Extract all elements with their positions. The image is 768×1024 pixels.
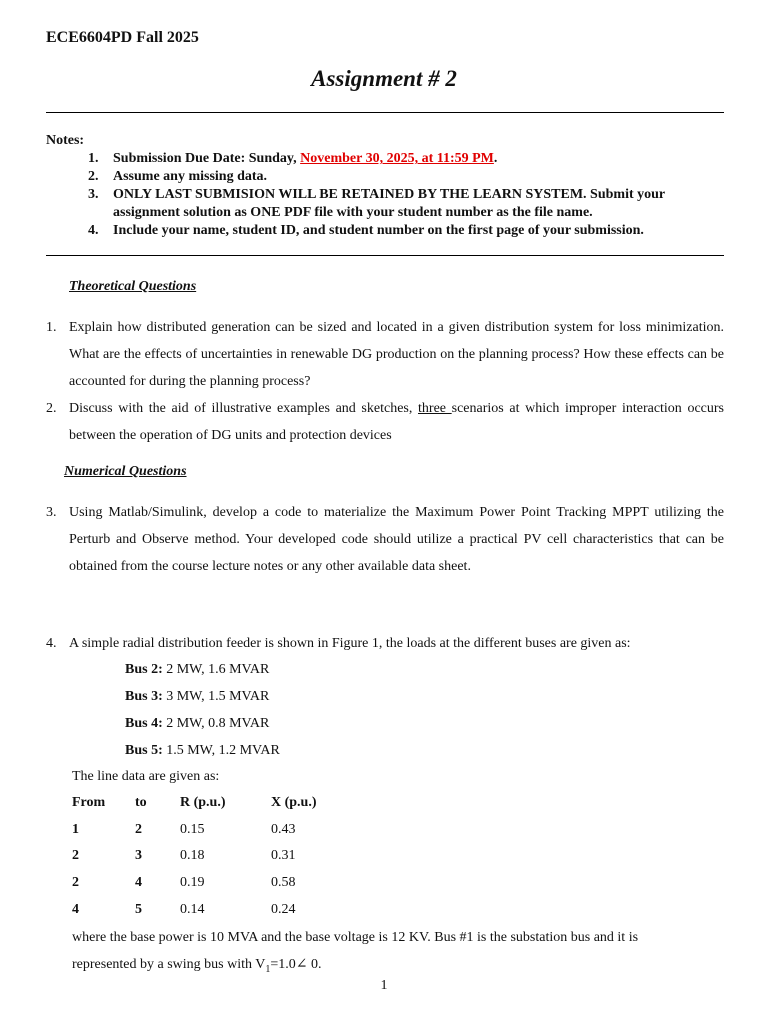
column-header: From (72, 795, 106, 811)
question-text: Discuss with the aid of illustrative examples and sketches, (69, 401, 419, 416)
column-header: to (135, 795, 147, 811)
table-cell: 1 (72, 821, 79, 837)
table-cell: 0.58 (271, 875, 296, 891)
note-text: Include your name, student ID, and student number on the first page of your submission. (113, 223, 644, 238)
note-item (88, 222, 724, 240)
question-2 (46, 395, 724, 449)
note-number: 2. (88, 169, 99, 184)
underlined-word: three (418, 401, 452, 416)
table-cell: 2 (72, 875, 79, 891)
table-cell: 4 (72, 901, 79, 917)
bus-label: Bus 4: (125, 716, 163, 731)
question-4 (46, 630, 724, 657)
bus-value: 3 MW, 1.5 MVAR (162, 689, 270, 704)
question-text: Using Matlab/Simulink, develop a code to materialize the Maximum Power Point Tracking MPPT utilizing the Perturb and Observe method. Your developed code should utilize a practical PV cell characteristics that can be obtained from the course lecture notes or any other available data sheet. (69, 505, 724, 574)
numerical-heading: Numerical Questions (64, 464, 187, 479)
question-3 (46, 499, 724, 580)
due-date: November 30, 2025, at 11:59 PM (300, 151, 494, 166)
note-text: ONLY LAST SUBMISION WILL BE RETAINED BY THE LEARN SYSTEM. Submit your assignment solution as ONE PDF file with your student number as the file name. (113, 187, 665, 220)
table-cell: 5 (135, 901, 142, 917)
table-cell: 0.14 (180, 901, 205, 917)
column-header: X (p.u.) (271, 795, 317, 811)
bus-value: 2 MW, 1.6 MVAR (162, 662, 270, 677)
swing-bus-suffix: =1.0∠ 0. (270, 957, 322, 972)
note-item (88, 186, 724, 222)
note-item (88, 150, 724, 168)
table-row (72, 817, 351, 844)
bus-load-item (125, 710, 269, 737)
question-1 (46, 314, 724, 395)
notes-list (88, 150, 724, 240)
table-cell: 0.31 (271, 848, 296, 864)
table-row (72, 843, 351, 870)
notes-heading: Notes: (46, 133, 85, 148)
question-text: A simple radial distribution feeder is shown in Figure 1, the loads at the different buses are given as: (69, 636, 631, 651)
line-data-table (72, 790, 351, 923)
table-cell: 2 (135, 821, 142, 837)
table-header-row (72, 790, 351, 817)
notes-divider (46, 255, 724, 256)
bus-label: Bus 5: (125, 743, 163, 758)
line-data-intro: The line data are given as: (72, 769, 220, 784)
note-number: 4. (88, 223, 99, 238)
page-number: 1 (380, 978, 388, 993)
question-number: 1. (46, 320, 57, 335)
theoretical-heading: Theoretical Questions (69, 279, 197, 294)
bus-load-item (125, 683, 269, 710)
voltage-subscript: 1 (265, 963, 271, 975)
table-cell: 0.18 (180, 848, 205, 864)
note-number: 1. (88, 151, 99, 166)
table-cell: 3 (135, 848, 142, 864)
bus-label: Bus 3: (125, 689, 163, 704)
table-cell: 0.43 (271, 821, 296, 837)
note-number: 3. (88, 187, 99, 202)
note-text: . (493, 151, 498, 166)
question-number: 3. (46, 505, 57, 520)
note-item (88, 168, 724, 186)
bus-label: Bus 2: (125, 662, 163, 677)
column-header: R (p.u.) (180, 795, 226, 811)
table-cell: 0.24 (271, 901, 296, 917)
bus-load-item (125, 656, 269, 683)
bus-value: 1.5 MW, 1.2 MVAR (162, 743, 280, 758)
bus-load-item (125, 737, 280, 764)
question-number: 4. (46, 636, 57, 651)
question-text: Explain how distributed generation can be sized and located in a given distribution system for loss minimization. What are the effects of uncertainties in renewable DG production on the planning process? How these effects can be accounted for during the planning process? (69, 320, 724, 389)
course-code: ECE6604PD Fall 2025 (46, 29, 199, 46)
table-row (72, 896, 351, 923)
base-values-text: where the base power is 10 MVA and the base voltage is 12 KV. Bus #1 is the substation bus and it is (72, 930, 639, 945)
table-row (72, 870, 351, 897)
bus-value: 2 MW, 0.8 MVAR (162, 716, 270, 731)
table-cell: 0.15 (180, 821, 205, 837)
question-text: scenarios at which improper interaction occurs between the operation of DG units and protection devices (69, 401, 724, 443)
table-cell: 0.19 (180, 875, 205, 891)
note-text: Submission Due Date: Sunday, (113, 151, 301, 166)
assignment-title: Assignment # 2 (311, 66, 457, 91)
swing-bus-prefix: represented by a swing bus with V (72, 957, 266, 972)
table-cell: 4 (135, 875, 142, 891)
question-number: 2. (46, 401, 57, 416)
table-cell: 2 (72, 848, 79, 864)
note-text: Assume any missing data. (113, 169, 268, 184)
top-divider (46, 112, 724, 113)
